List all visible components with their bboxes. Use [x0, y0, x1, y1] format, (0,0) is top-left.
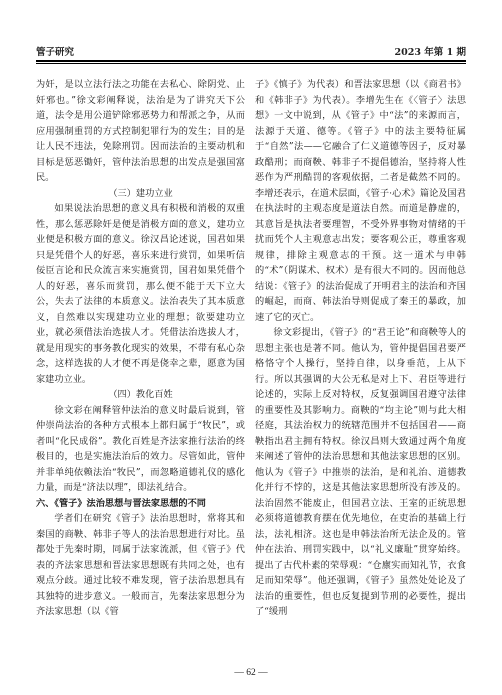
left-column — [36, 77, 245, 657]
right-paragraph-1: 子》《慎子》为代表）和晋法家思想（以《商君书》和《韩非子》为代表）。李增先生在《〈管子〉法思想》一文中说到，从《管子》中“法”的来源而言，法源于天道、德等。《管子》中的法主要特征属于“自然”法——它融合了仁义道德等因子，反对暴政酷刑；而商鞅、韩非子不提倡德治，坚持将人性恶作为严刑酷罚的客观依据，二者是截然不同的。李增还表示，在道术层面，《管子·心术》篇论及国君在执法时的主观态度是道法自然。而道是静虚的，其意旨是执法者要理智，不受外界事物对情绪的干扰而凭个人主观意志出发；要客观公正，尊重客观规律，排除主观意志的干预。这一道术与申韩的“术”（阴谋术、权术）是有很大不同的。因而他总结说：《管子》的法治促成了开明君主的法治和齐国的崛起，而商、韩法治导则促成了秦王的暴政，加速了它的灭亡。 — [255, 79, 466, 323]
right-column — [255, 77, 466, 657]
header-rule-thick — [36, 60, 466, 62]
header-rule-thin — [36, 63, 466, 64]
issue-label: 2023 年第 1 期 — [394, 47, 466, 58]
journal-title: 管子研究 — [36, 47, 75, 58]
left-paragraph-2: 如果说法治思想的意义具有积极和消极的双重性，那么惩恶除奸是便是消极方面的意义，建功立业便是积极方面的意义。徐汉昌论述说，国君如果只是凭借个人的好恶，喜乐来进行赏罚，如果听信佞臣言论和民众流言来实施赏罚，国君如果凭借个人的好恶，喜乐而赏罚，那么便不能于天下立大公，失去了法律的本质意义。法治表失了其本质意义，自然难以实现建功立业的理想；欲要建功立业，就必须借法治选拔人才。凭借法治选拔人才，就是用现实的事务教化现实的效果，不带有私心杂念，这样选拔的人才便不再是侥幸之辈，愿意为国家建功立业。 — [36, 203, 245, 385]
running-header — [36, 44, 466, 58]
subheading-4: （四）教化百姓 — [108, 389, 173, 400]
section-title: 六、《管子》法治思想与晋法家思想的不同 — [36, 497, 206, 509]
right-paragraph-2: 徐文彩提出，《管子》的“君王论”和商鞅等人的思想主张也是著不同。他认为，管仲提倡国君要严格恪守个人操行，坚持自律，以身垂范，上从下行。所以其强调的大公无私是对上下、君臣等进行论述的，实际上反对特权，反复强调国君遵守法律的重要性及其影响力。商鞅的“均主论”则与此大相径庭，其法治权力的统辖范围并不包括国君——商鞅指出君主拥有特权。徐汉昌则大致通过两个角度来阐述了管仲的法治思想和其他法家思想的区别。他认为《管子》中推崇的法治，是和礼治、道德教化并行不悖的，这是其他法家思想所没有涉及的。法治固然不能废止，但国君立法、王室的正统思想必须将道德教育摆在优先地位，在吏治的基础上行法，法礼相济。这也是申韩法治所无法企及的。管仲在法治、刑罚实践中，以“礼义廉耻”贯穿始终。提出了古代朴素的荣辱观：“仓廪实而知礼节，衣食足而知荣辱”。他还强调，《管子》虽然处处论及了法治的重要性，但也反复提到节刑的必要性，提出了“缓刑 — [255, 327, 466, 617]
left-paragraph-4: 学者们在研究《管子》法治思想时，常将其和秦国的商鞅、韩非子等人的法治思想进行对比。虽都处于先秦时期，同属于法家流派，但《管子》代表的齐法家思想和晋法家思想既有共同之处，也有观点分歧。通过比较不难发现，管子法治思想具有其独特的进步意义。一般而言，先秦法家思想分为齐法家思想（以《管 — [36, 513, 245, 617]
left-paragraph-1: 为奸，是以立法行法之功能在去私心、除阴党、止奸邪也。”徐文彩阐释说，法治是为了讲究天下公道，法令是用公道铲除邪恶势力和帮派之争，从而应用强制重罚的方式控制犯罪行为的发生；目的是让人民不违法，免除刑罚。因而法治的主要动机和目标是惩恶锄奸，管仲法治思想的出发点是强国富民。 — [36, 79, 245, 183]
page-number: — 62 — — [234, 668, 268, 678]
left-paragraph-3: 徐文彩在阐释管仲法治的意义时最后说到，管仲崇尚法治的各种方式根本上都归属于“牧民”，或者叫“化民成俗”。教化百姓是齐法家推行法治的终极目的，也是实施法治后的效力。尽管如此，管仲并非单纯依赖法治“牧民”，而忽略道德礼仪的感化力量，而是“济法以理”，即法礼结合。 — [36, 404, 245, 493]
subheading-3: （三）建功立业 — [108, 187, 173, 199]
